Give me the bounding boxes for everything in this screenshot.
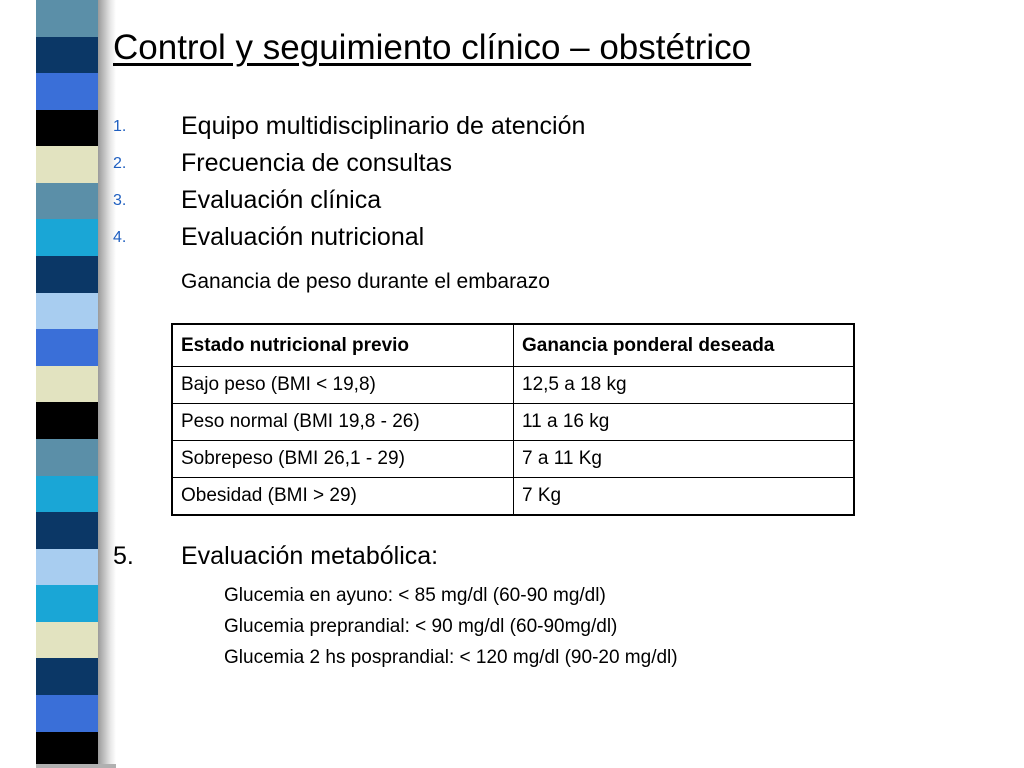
list-text: Frecuencia de consultas (181, 149, 452, 177)
metabolic-heading (113, 542, 438, 571)
list-number: 5. (113, 542, 134, 570)
glucose-item: Glucemia preprandial: < 90 mg/dl (60-90mg/dl) (224, 615, 618, 637)
table-cell: Bajo peso (BMI < 19,8) (172, 367, 514, 404)
subheading: Ganancia de peso durante el embarazo (181, 270, 550, 293)
stripe-segment (36, 476, 98, 513)
table-cell: 11 a 16 kg (514, 404, 855, 441)
glucose-list (224, 580, 678, 673)
stripe-segment (36, 439, 98, 476)
stripe-segment (36, 512, 98, 549)
stripe-segment (36, 183, 98, 220)
table-cell: Sobrepeso (BMI 26,1 - 29) (172, 441, 514, 478)
glucose-item: Glucemia 2 hs posprandial: < 120 mg/dl (90-20 mg/dl) (224, 646, 678, 668)
list-text: Evaluación nutricional (181, 223, 425, 251)
stripe-segment (36, 549, 98, 586)
list-number: 3. (113, 191, 127, 209)
list-number: 2. (113, 154, 127, 172)
table-cell: Obesidad (BMI > 29) (172, 478, 514, 516)
stripe-segment (36, 402, 98, 439)
stripe-segment (36, 622, 98, 659)
table-row (172, 441, 854, 478)
topic-list (113, 108, 585, 256)
list-number: 4. (113, 228, 127, 246)
list-text: Evaluación metabólica: (181, 542, 439, 570)
table-row (172, 404, 854, 441)
stripe-segment (36, 658, 98, 695)
table-row (172, 478, 854, 516)
nutrition-table (171, 323, 855, 516)
stripe-shadow-bottom (36, 764, 116, 768)
stripe-segment (36, 256, 98, 293)
table-cell: Peso normal (BMI 19,8 - 26) (172, 404, 514, 441)
list-item (113, 145, 585, 182)
list-text: Evaluación clínica (181, 186, 382, 214)
table-cell: 12,5 a 18 kg (514, 367, 855, 404)
list-item (113, 182, 585, 219)
table-header-cell: Ganancia ponderal deseada (514, 324, 855, 367)
table-header-row (172, 324, 854, 367)
stripe-segment (36, 219, 98, 256)
stripe-segment (36, 0, 98, 37)
stripe-segment (36, 695, 98, 732)
stripe-segment (36, 329, 98, 366)
stripe-segment (36, 110, 98, 147)
list-item (113, 219, 585, 256)
glucose-item: Glucemia en ayuno: < 85 mg/dl (60-90 mg/dl) (224, 584, 606, 606)
slide-title: Control y seguimiento clínico – obstétrico (113, 28, 752, 67)
table-cell: 7 Kg (514, 478, 855, 516)
stripe-segment (36, 366, 98, 403)
stripe-segment (36, 73, 98, 110)
stripe-segment (36, 732, 98, 768)
list-text: Equipo multidisciplinario de atención (181, 112, 586, 140)
decorative-stripe-bar (36, 0, 98, 768)
table-row (172, 367, 854, 404)
table-header-cell: Estado nutricional previo (172, 324, 514, 367)
list-number: 1. (113, 117, 127, 135)
stripe-segment (36, 146, 98, 183)
list-item (113, 108, 585, 145)
stripe-segment (36, 585, 98, 622)
stripe-segment (36, 293, 98, 330)
stripe-segment (36, 37, 98, 74)
table-cell: 7 a 11 Kg (514, 441, 855, 478)
